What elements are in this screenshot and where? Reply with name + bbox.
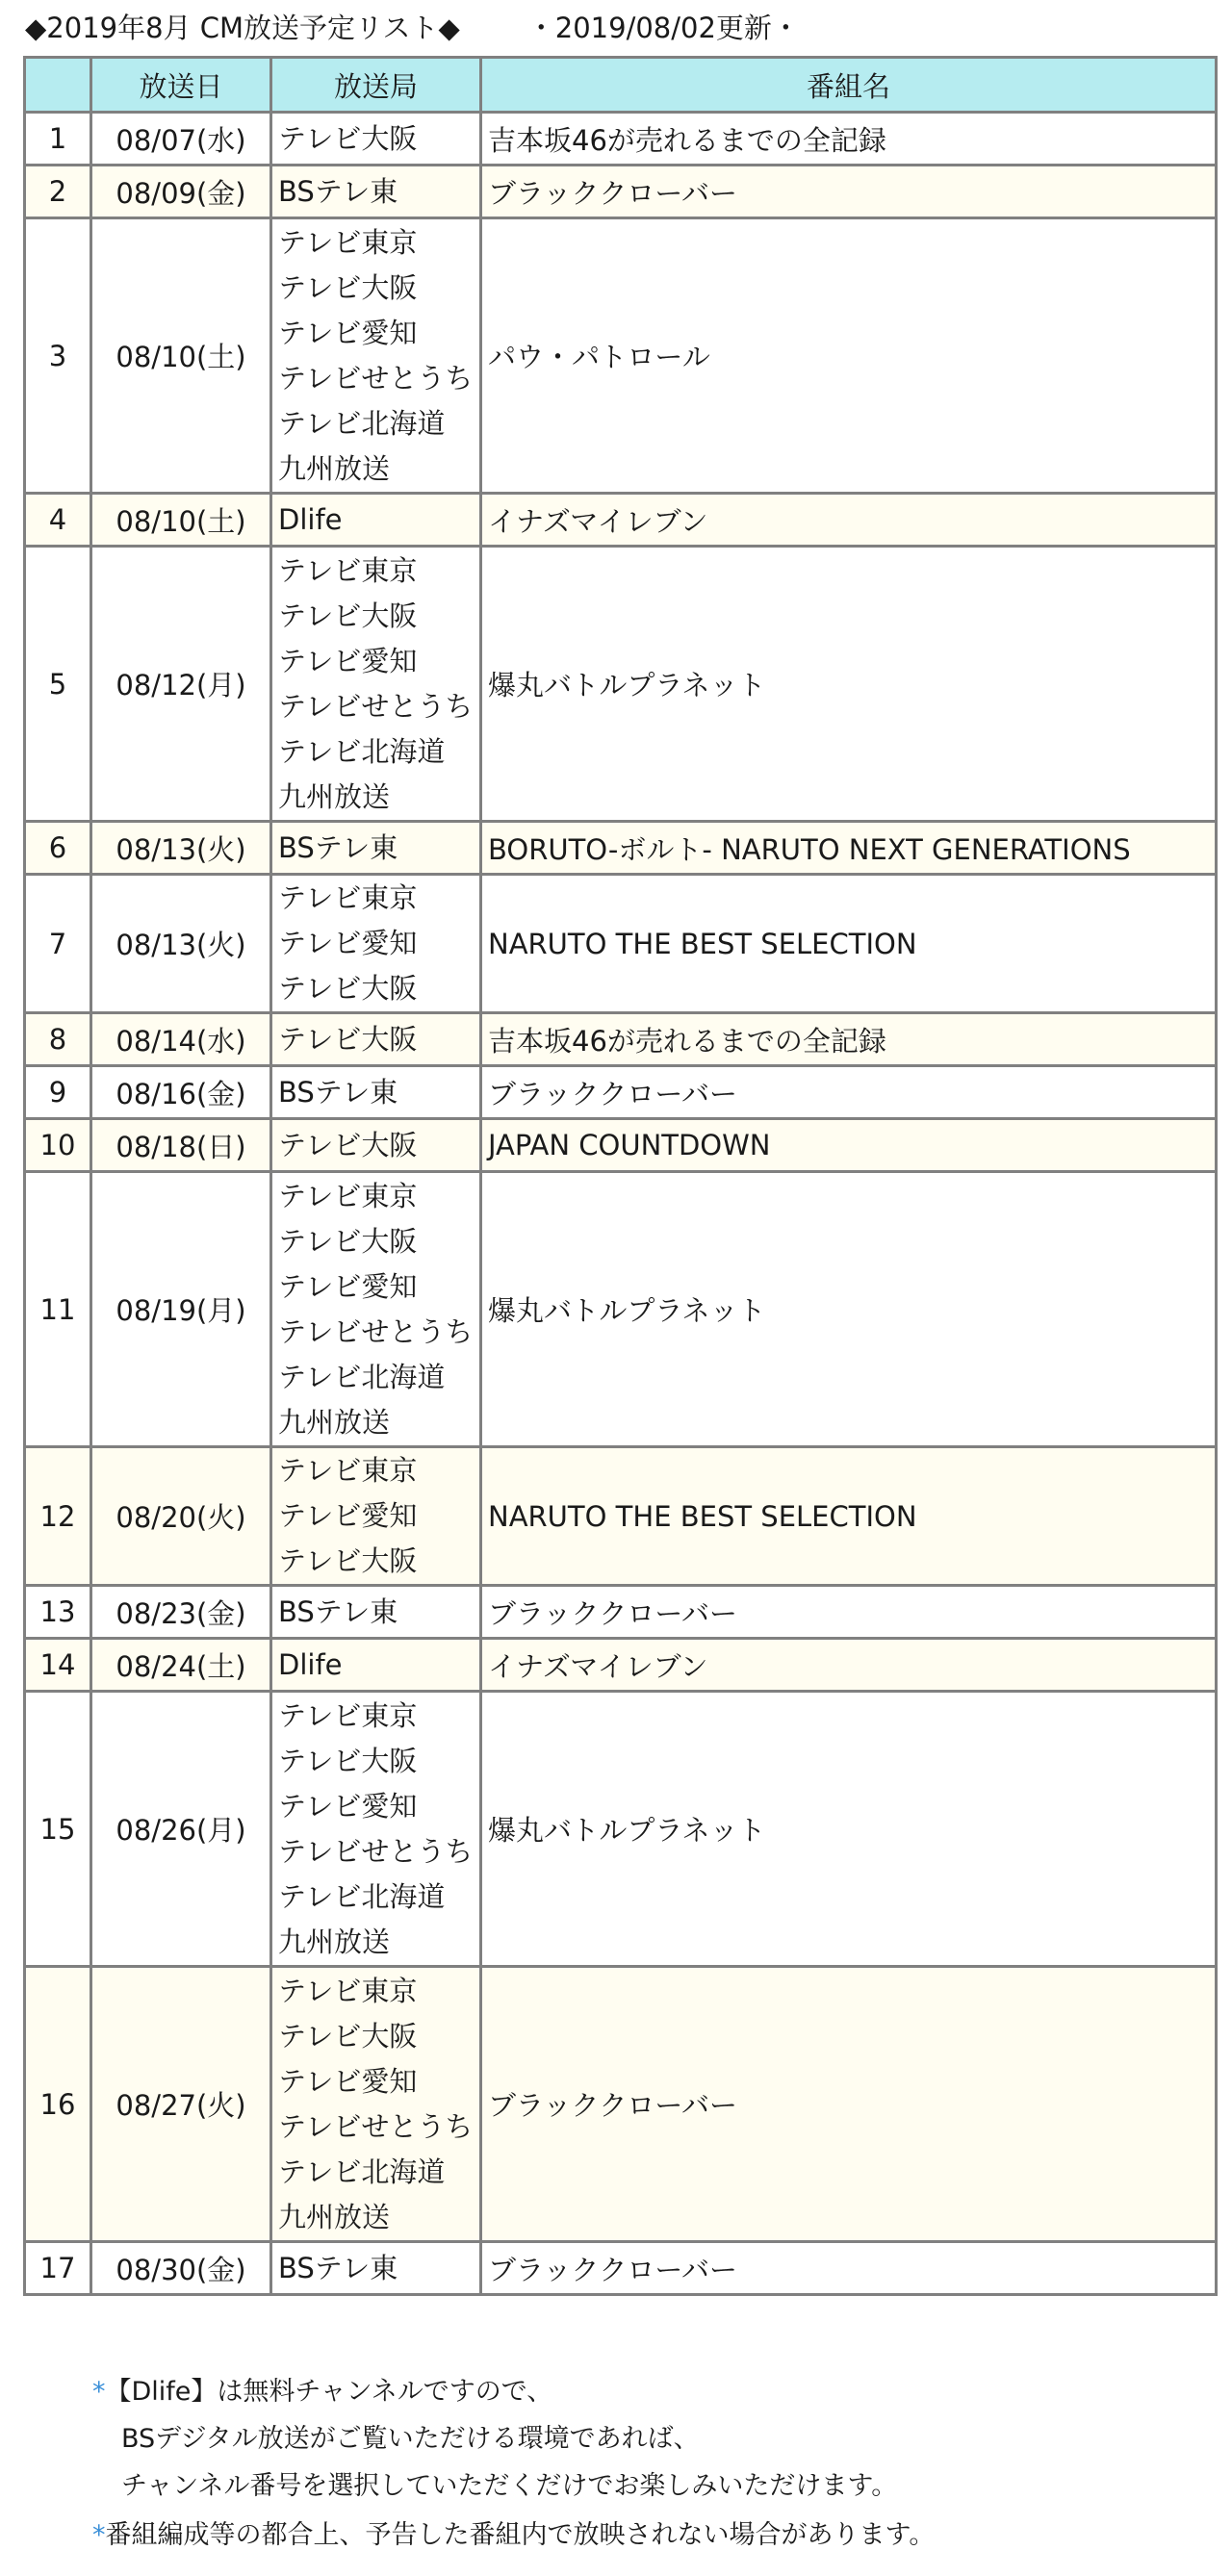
row-number: 10 <box>25 1119 91 1172</box>
station-name: テレビ大阪 <box>278 1128 418 1161</box>
broadcast-date: 08/19(月) <box>91 1172 271 1447</box>
table-row <box>25 1967 1217 2242</box>
station-cell <box>271 494 481 547</box>
station-name: BSテレ東 <box>278 2251 398 2284</box>
station-name: テレビ北海道 <box>278 406 446 440</box>
row-number: 8 <box>25 1013 91 1066</box>
table-row <box>25 1447 1217 1586</box>
station-name: BSテレ東 <box>278 830 398 864</box>
station-name: テレビ大阪 <box>278 1544 418 1577</box>
station-name: テレビ東京 <box>278 881 418 914</box>
station-name: テレビせとうち <box>278 1314 474 1348</box>
station-name: テレビ愛知 <box>278 1499 418 1532</box>
asterisk-icon: * <box>92 2520 106 2550</box>
station-name: BSテレ東 <box>278 174 398 208</box>
station-cell <box>271 218 481 494</box>
row-number: 12 <box>25 1447 91 1586</box>
program-name: ブラッククローバー <box>481 1066 1217 1119</box>
row-number: 11 <box>25 1172 91 1447</box>
row-number: 3 <box>25 218 91 494</box>
row-number: 6 <box>25 822 91 875</box>
station-name: 九州放送 <box>278 779 391 813</box>
broadcast-date: 08/07(水) <box>91 113 271 166</box>
note-text: チャンネル番号を選択していただくだけでお楽しみいただけます。 <box>121 2471 898 2501</box>
table-row <box>25 166 1217 218</box>
station-name: テレビせとうち <box>278 689 474 723</box>
station-name: テレビ大阪 <box>278 1224 418 1258</box>
table-row <box>25 547 1217 822</box>
station-name: テレビ東京 <box>278 1698 418 1732</box>
station-name: テレビ大阪 <box>278 972 418 1005</box>
station-name: テレビ大阪 <box>278 1022 418 1056</box>
station-name: テレビ東京 <box>278 1454 418 1487</box>
table-row <box>25 1013 1217 1066</box>
row-number: 14 <box>25 1639 91 1692</box>
program-name: 爆丸バトルプラネット <box>481 547 1217 822</box>
program-name: イナズマイレブン <box>481 494 1217 547</box>
program-name: NARUTO THE BEST SELECTION <box>481 875 1217 1013</box>
row-number: 5 <box>25 547 91 822</box>
station-cell <box>271 1692 481 1967</box>
note-text: 【Dlife】は無料チャンネルですので、 <box>105 2377 553 2407</box>
program-name: ブラッククローバー <box>481 166 1217 218</box>
note-line <box>92 2512 935 2559</box>
station-name: 九州放送 <box>278 2200 391 2233</box>
broadcast-date: 08/13(火) <box>91 822 271 875</box>
program-name: NARUTO THE BEST SELECTION <box>481 1447 1217 1586</box>
station-cell <box>271 1447 481 1586</box>
column-header-program: 番組名 <box>481 58 1217 113</box>
station-cell <box>271 166 481 218</box>
note-line <box>92 2462 935 2510</box>
station-name: テレビ大阪 <box>278 2019 418 2053</box>
station-name: テレビ愛知 <box>278 316 418 349</box>
updated-date: ・2019/08/02更新・ <box>526 12 800 44</box>
row-number: 1 <box>25 113 91 166</box>
table-row <box>25 218 1217 494</box>
station-cell <box>271 1967 481 2242</box>
page-title <box>25 0 800 56</box>
station-name: テレビ北海道 <box>278 734 446 768</box>
note-line <box>92 2368 935 2415</box>
station-cell <box>271 1172 481 1447</box>
table-row <box>25 113 1217 166</box>
table-row <box>25 2242 1217 2295</box>
broadcast-date: 08/20(火) <box>91 1447 271 1586</box>
station-name: テレビ愛知 <box>278 2064 418 2098</box>
station-name: テレビせとうち <box>278 2109 474 2143</box>
program-name: 爆丸バトルプラネット <box>481 1692 1217 1967</box>
station-cell <box>271 1586 481 1639</box>
broadcast-date: 08/30(金) <box>91 2242 271 2295</box>
table-row <box>25 1692 1217 1967</box>
station-name: 九州放送 <box>278 1405 391 1439</box>
column-header-number <box>25 58 91 113</box>
broadcast-date: 08/10(土) <box>91 218 271 494</box>
station-cell <box>271 1639 481 1692</box>
station-name: テレビ北海道 <box>278 1879 446 1913</box>
program-name: ブラッククローバー <box>481 2242 1217 2295</box>
station-name: テレビ東京 <box>278 553 418 587</box>
broadcast-date: 08/24(土) <box>91 1639 271 1692</box>
row-number: 2 <box>25 166 91 218</box>
station-cell <box>271 2242 481 2295</box>
station-name: テレビ愛知 <box>278 927 418 959</box>
station-cell <box>271 547 481 822</box>
station-name: テレビ愛知 <box>278 1789 418 1823</box>
program-name: パウ・パトロール <box>481 218 1217 494</box>
broadcast-schedule-table <box>23 56 1218 2296</box>
row-number: 15 <box>25 1692 91 1967</box>
broadcast-date: 08/13(火) <box>91 875 271 1013</box>
station-name: テレビ北海道 <box>278 1360 446 1393</box>
note-text: 番組編成等の都合上、予告した番組内で放映されない場合があります。 <box>105 2520 936 2550</box>
broadcast-date: 08/18(日) <box>91 1119 271 1172</box>
station-name: テレビ大阪 <box>278 121 418 155</box>
note-text: BSデジタル放送がご覧いただける環境であれば、 <box>121 2424 700 2454</box>
station-name: テレビ北海道 <box>278 2155 446 2188</box>
table-row <box>25 1639 1217 1692</box>
footnotes <box>92 2368 935 2559</box>
station-name: テレビ大阪 <box>278 270 418 304</box>
broadcast-date: 08/16(金) <box>91 1066 271 1119</box>
station-cell <box>271 822 481 875</box>
program-name: ブラッククローバー <box>481 1586 1217 1639</box>
table-row <box>25 875 1217 1013</box>
column-header-station: 放送局 <box>271 58 481 113</box>
station-name: Dlife <box>278 1647 343 1681</box>
station-name: テレビ愛知 <box>278 1269 418 1303</box>
station-name: テレビ愛知 <box>278 644 418 677</box>
station-cell <box>271 1013 481 1066</box>
station-name: テレビせとうち <box>278 1834 474 1868</box>
table-row <box>25 822 1217 875</box>
program-name: 吉本坂46が売れるまでの全記録 <box>481 113 1217 166</box>
row-number: 16 <box>25 1967 91 2242</box>
broadcast-date: 08/14(水) <box>91 1013 271 1066</box>
note-dlife <box>92 2368 935 2510</box>
broadcast-date: 08/27(火) <box>91 1967 271 2242</box>
broadcast-date: 08/10(土) <box>91 494 271 547</box>
row-number: 9 <box>25 1066 91 1119</box>
station-cell <box>271 875 481 1013</box>
broadcast-date: 08/12(月) <box>91 547 271 822</box>
table-row <box>25 1119 1217 1172</box>
note-line <box>92 2415 935 2462</box>
table-header-row <box>25 58 1217 113</box>
station-name: 九州放送 <box>278 1925 391 1958</box>
row-number: 17 <box>25 2242 91 2295</box>
broadcast-date: 08/23(金) <box>91 1586 271 1639</box>
program-name: イナズマイレブン <box>481 1639 1217 1692</box>
station-cell <box>271 1066 481 1119</box>
broadcast-date: 08/09(金) <box>91 166 271 218</box>
program-name: JAPAN COUNTDOWN <box>481 1119 1217 1172</box>
station-name: テレビ大阪 <box>278 599 418 632</box>
row-number: 4 <box>25 494 91 547</box>
station-name: テレビ大阪 <box>278 1744 418 1777</box>
program-name: 吉本坂46が売れるまでの全記録 <box>481 1013 1217 1066</box>
row-number: 13 <box>25 1586 91 1639</box>
table-row <box>25 1066 1217 1119</box>
station-name: BSテレ東 <box>278 1594 398 1628</box>
table-row <box>25 1586 1217 1639</box>
station-name: テレビ東京 <box>278 225 418 259</box>
note-schedule-change <box>92 2512 935 2559</box>
program-name: ブラッククローバー <box>481 1967 1217 2242</box>
table-row <box>25 1172 1217 1447</box>
station-name: テレビ東京 <box>278 1974 418 2007</box>
station-name: BSテレ東 <box>278 1075 398 1109</box>
station-name: テレビせとうち <box>278 361 474 395</box>
asterisk-icon: * <box>92 2377 106 2407</box>
title-text: ◆2019年8月 CM放送予定リスト◆ <box>25 12 460 44</box>
station-cell <box>271 1119 481 1172</box>
station-name: Dlife <box>278 502 343 536</box>
station-name: 九州放送 <box>278 451 391 485</box>
station-cell <box>271 113 481 166</box>
station-name: テレビ東京 <box>278 1179 418 1212</box>
column-header-date: 放送日 <box>91 58 271 113</box>
broadcast-date: 08/26(月) <box>91 1692 271 1967</box>
table-row <box>25 494 1217 547</box>
row-number: 7 <box>25 875 91 1013</box>
program-name: BORUTO-ボルト- NARUTO NEXT GENERATIONS <box>481 822 1217 875</box>
program-name: 爆丸バトルプラネット <box>481 1172 1217 1447</box>
